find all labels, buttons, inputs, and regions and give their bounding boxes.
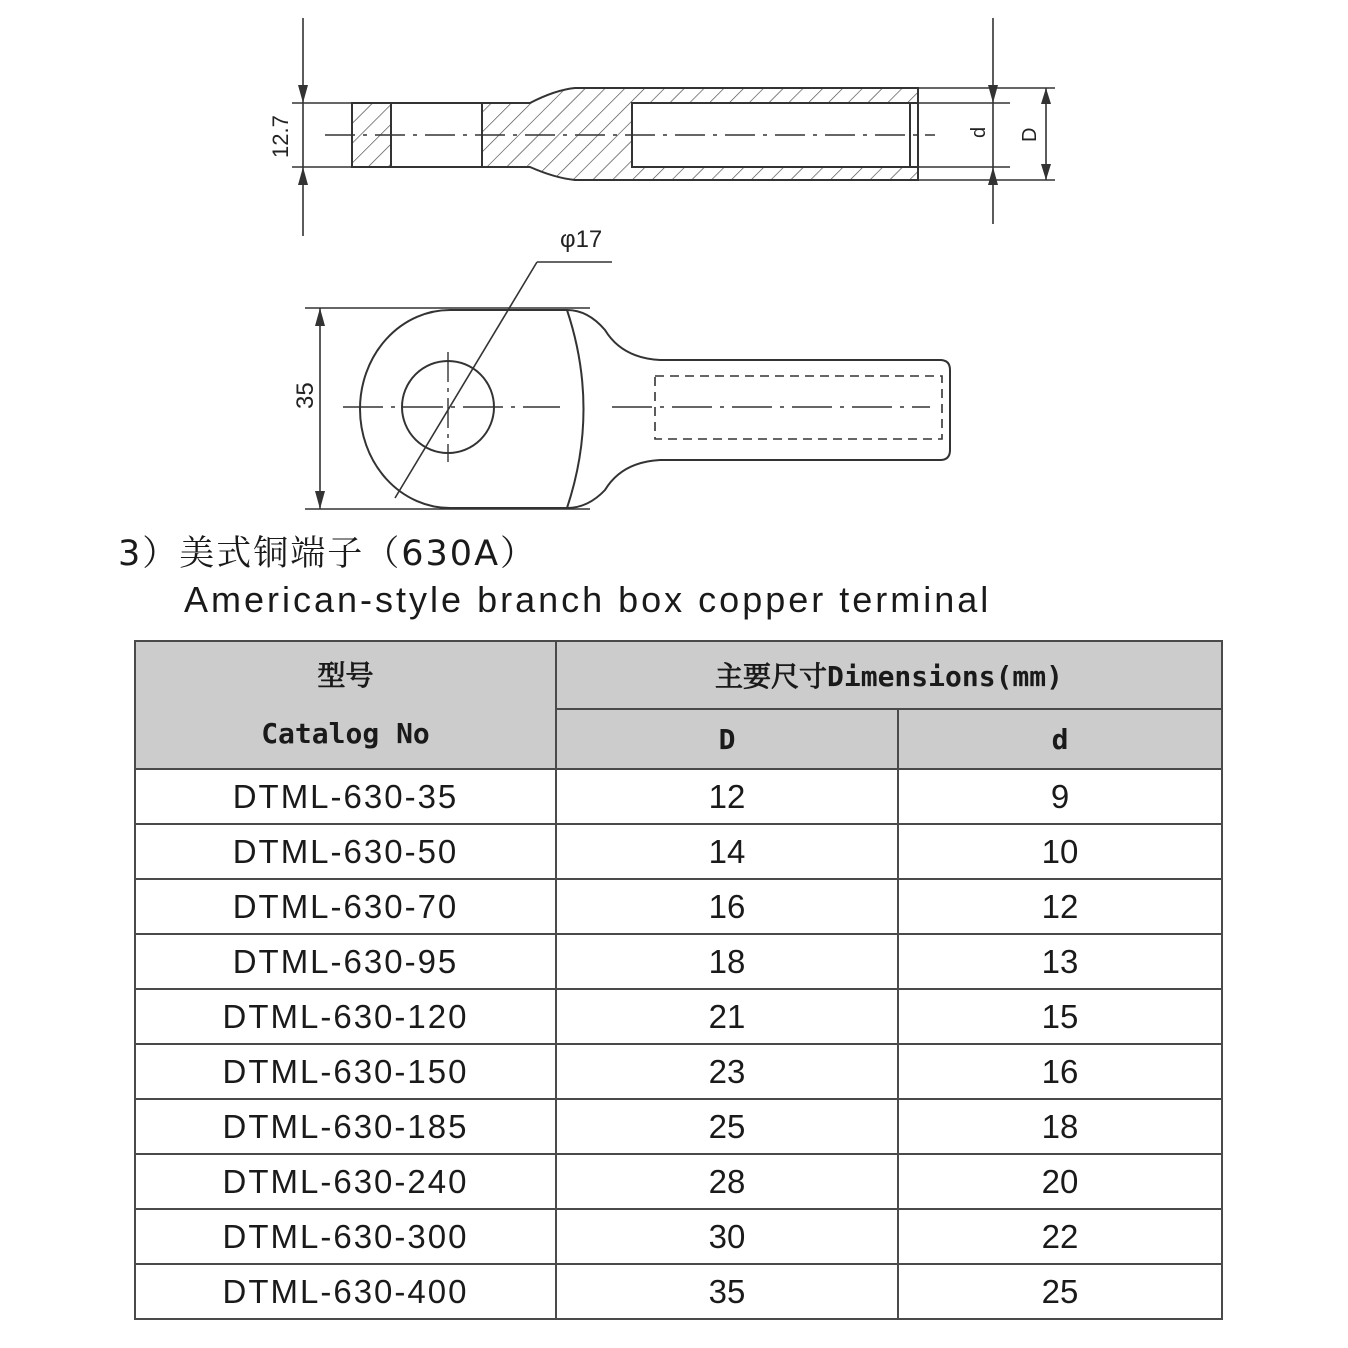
d-cell: 20 bbox=[898, 1154, 1222, 1209]
model-cell: DTML-630-150 bbox=[135, 1044, 556, 1099]
d-cell: 16 bbox=[898, 1044, 1222, 1099]
D-cell: 21 bbox=[556, 989, 898, 1044]
inner-diameter-label: d bbox=[968, 126, 990, 138]
D-cell: 35 bbox=[556, 1264, 898, 1319]
table-row bbox=[135, 934, 1222, 989]
dimensions-header: 主要尺寸Dimensions(mm) bbox=[556, 641, 1222, 709]
d-cell: 15 bbox=[898, 989, 1222, 1044]
d-cell: 18 bbox=[898, 1099, 1222, 1154]
model-cell: DTML-630-120 bbox=[135, 989, 556, 1044]
section-heading bbox=[118, 530, 992, 620]
model-cell: DTML-630-70 bbox=[135, 879, 556, 934]
col-header-D: D bbox=[556, 709, 898, 769]
table-row bbox=[135, 769, 1222, 824]
D-cell: 18 bbox=[556, 934, 898, 989]
D-cell: 30 bbox=[556, 1209, 898, 1264]
table-row bbox=[135, 1264, 1222, 1319]
d-cell: 9 bbox=[898, 769, 1222, 824]
d-cell: 12 bbox=[898, 879, 1222, 934]
model-cell: DTML-630-300 bbox=[135, 1209, 556, 1264]
dimensions-table bbox=[134, 640, 1223, 1320]
D-cell: 16 bbox=[556, 879, 898, 934]
D-cell: 23 bbox=[556, 1044, 898, 1099]
technical-drawing bbox=[0, 0, 1348, 530]
width-label: 35 bbox=[292, 382, 319, 409]
model-cell: DTML-630-95 bbox=[135, 934, 556, 989]
catalog-header bbox=[135, 641, 556, 769]
catalog-header-en: Catalog No bbox=[261, 717, 430, 750]
d-cell: 25 bbox=[898, 1264, 1222, 1319]
D-cell: 25 bbox=[556, 1099, 898, 1154]
model-cell: DTML-630-35 bbox=[135, 769, 556, 824]
col-header-d: d bbox=[898, 709, 1222, 769]
thickness-label: 12.7 bbox=[268, 115, 293, 158]
D-cell: 28 bbox=[556, 1154, 898, 1209]
table-row bbox=[135, 824, 1222, 879]
table-row bbox=[135, 1099, 1222, 1154]
D-cell: 12 bbox=[556, 769, 898, 824]
catalog-header-cn: 型号 bbox=[317, 659, 374, 692]
model-cell: DTML-630-240 bbox=[135, 1154, 556, 1209]
table-row bbox=[135, 1154, 1222, 1209]
side-view bbox=[292, 18, 1055, 236]
table-row bbox=[135, 879, 1222, 934]
hole-diameter-label: φ17 bbox=[560, 226, 603, 253]
table-row bbox=[135, 1044, 1222, 1099]
d-cell: 22 bbox=[898, 1209, 1222, 1264]
D-cell: 14 bbox=[556, 824, 898, 879]
top-view bbox=[305, 262, 950, 509]
heading-chinese: 3）美式铜端子（630A） bbox=[118, 534, 538, 574]
model-cell: DTML-630-185 bbox=[135, 1099, 556, 1154]
heading-english: American-style branch box copper terminal bbox=[184, 579, 992, 620]
outer-diameter-label: D bbox=[1019, 127, 1041, 142]
model-cell: DTML-630-400 bbox=[135, 1264, 556, 1319]
table-row bbox=[135, 1209, 1222, 1264]
d-cell: 10 bbox=[898, 824, 1222, 879]
d-cell: 13 bbox=[898, 934, 1222, 989]
table-row bbox=[135, 989, 1222, 1044]
model-cell: DTML-630-50 bbox=[135, 824, 556, 879]
